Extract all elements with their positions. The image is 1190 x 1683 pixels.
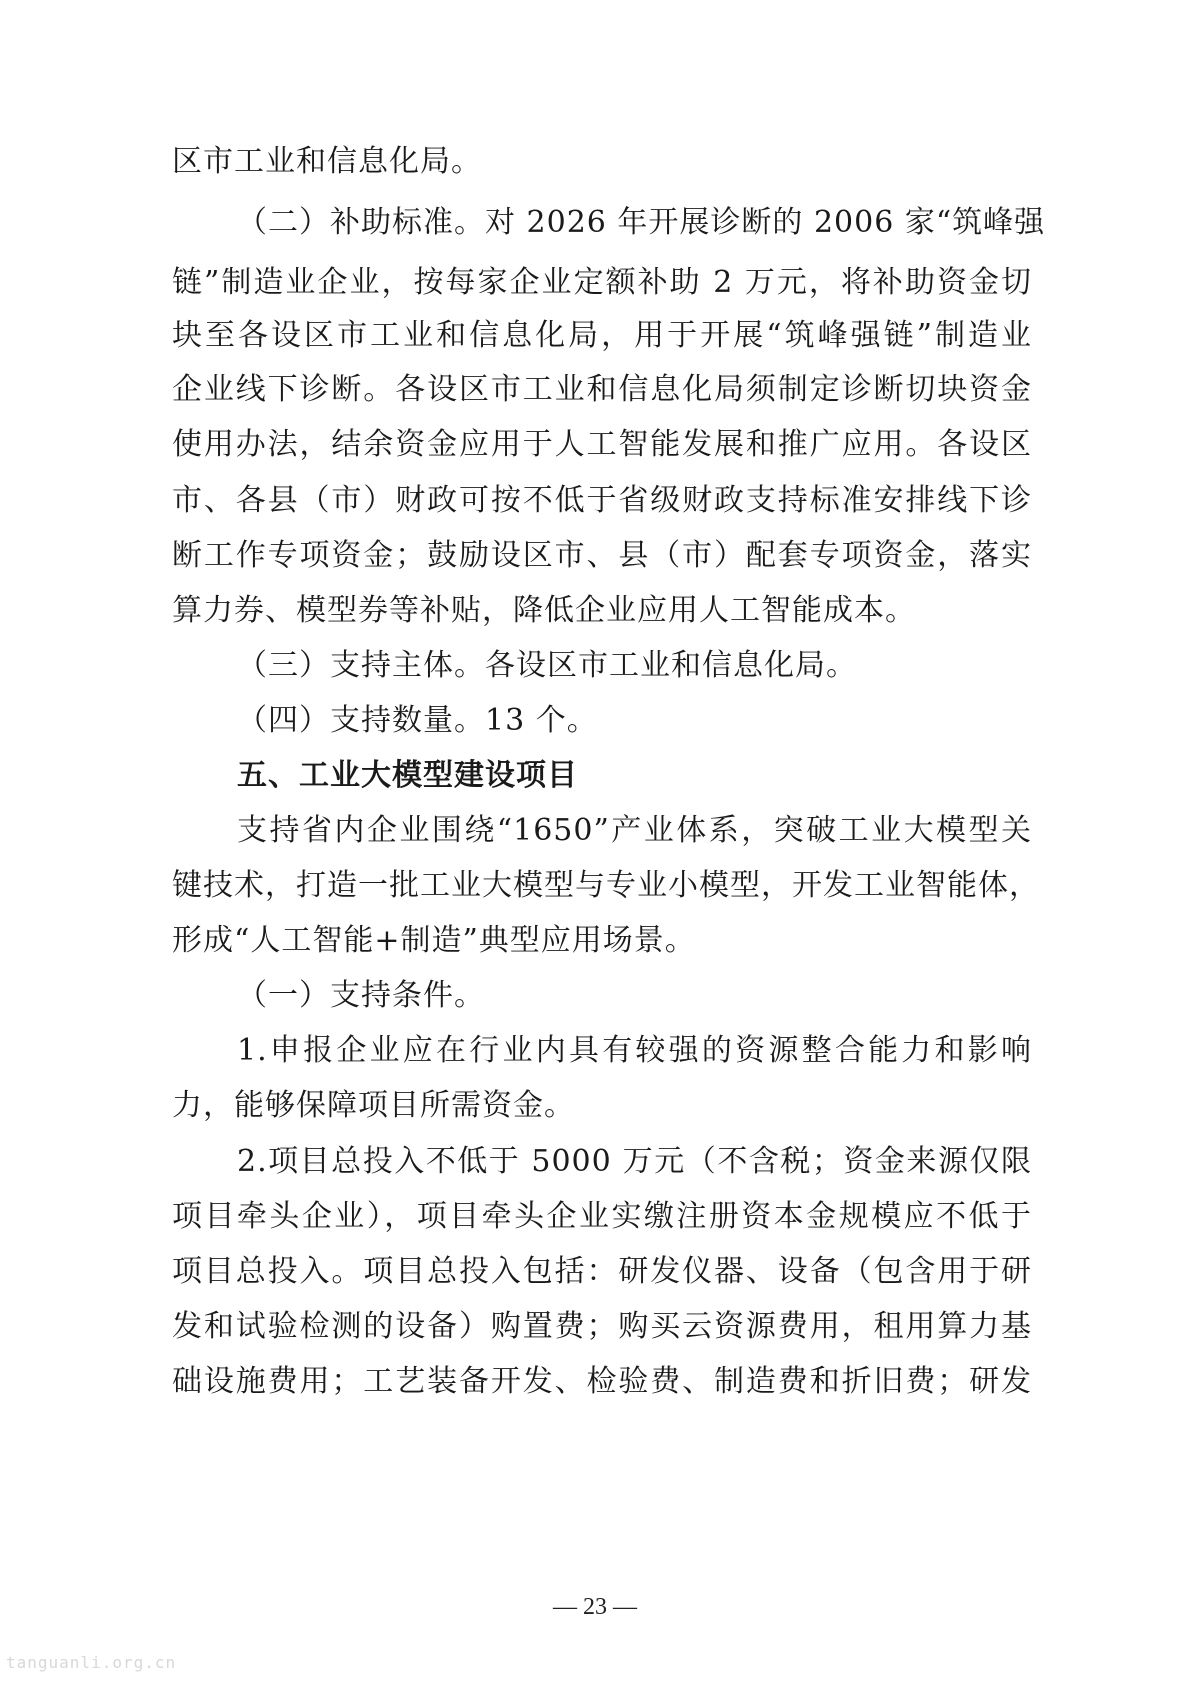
paragraph-line: 键技术，打造一批工业大模型与专业小模型，开发工业智能体， [172, 868, 1040, 903]
paragraph-line: 力，能够保障项目所需资金。 [172, 1088, 575, 1123]
paragraph-line: 支持省内企业围绕“1650”产业体系，突破工业大模型关 [237, 813, 1032, 848]
paragraph-line: 断工作专项资金；鼓励设区市、县（市）配套专项资金，落实 [172, 538, 1032, 573]
paragraph-line: 链”制造业企业，按每家企业定额补助 2 万元，将补助资金切 [172, 265, 1032, 300]
paragraph-line: （三）支持主体。各设区市工业和信息化局。 [237, 648, 857, 683]
paragraph-line: （四）支持数量。13 个。 [237, 703, 598, 738]
paragraph-line: 使用办法，结余资金应用于人工智能发展和推广应用。各设区 [172, 427, 1032, 462]
paragraph-line: （二）补助标准。对 2026 年开展诊断的 2006 家“筑峰强 [237, 205, 1046, 240]
paragraph-line: 市、各县（市）财政可按不低于省级财政支持标准安排线下诊 [172, 483, 1032, 518]
paragraph-line: 础设施费用；工艺装备开发、检验费、制造费和折旧费；研发 [172, 1364, 1032, 1399]
paragraph-line: 1.申报企业应在行业内具有较强的资源整合能力和影响 [237, 1033, 1032, 1068]
section-heading: 五、工业大模型建设项目 [237, 758, 578, 793]
paragraph-line: 块至各设区市工业和信息化局，用于开展“筑峰强链”制造业 [172, 318, 1032, 353]
page-number: — 23 — [553, 1594, 637, 1620]
watermark: tanguanli.org.cn [6, 1653, 177, 1672]
paragraph-line: 项目总投入。项目总投入包括：研发仪器、设备（包含用于研 [172, 1254, 1032, 1289]
paragraph-line: 形成“人工智能+制造”典型应用场景。 [172, 923, 696, 958]
paragraph-line: 发和试验检测的设备）购置费；购买云资源费用，租用算力基 [172, 1309, 1032, 1344]
paragraph-line: 算力券、模型券等补贴，降低企业应用人工智能成本。 [172, 593, 916, 628]
paragraph-line: （一）支持条件。 [237, 978, 485, 1013]
paragraph-line: 企业线下诊断。各设区市工业和信息化局须制定诊断切块资金 [172, 372, 1032, 407]
paragraph-line: 项目牵头企业），项目牵头企业实缴注册资本金规模应不低于 [172, 1199, 1032, 1234]
paragraph-line: 2.项目总投入不低于 5000 万元（不含税；资金来源仅限 [237, 1144, 1032, 1179]
paragraph-line: 区市工业和信息化局。 [172, 144, 482, 179]
